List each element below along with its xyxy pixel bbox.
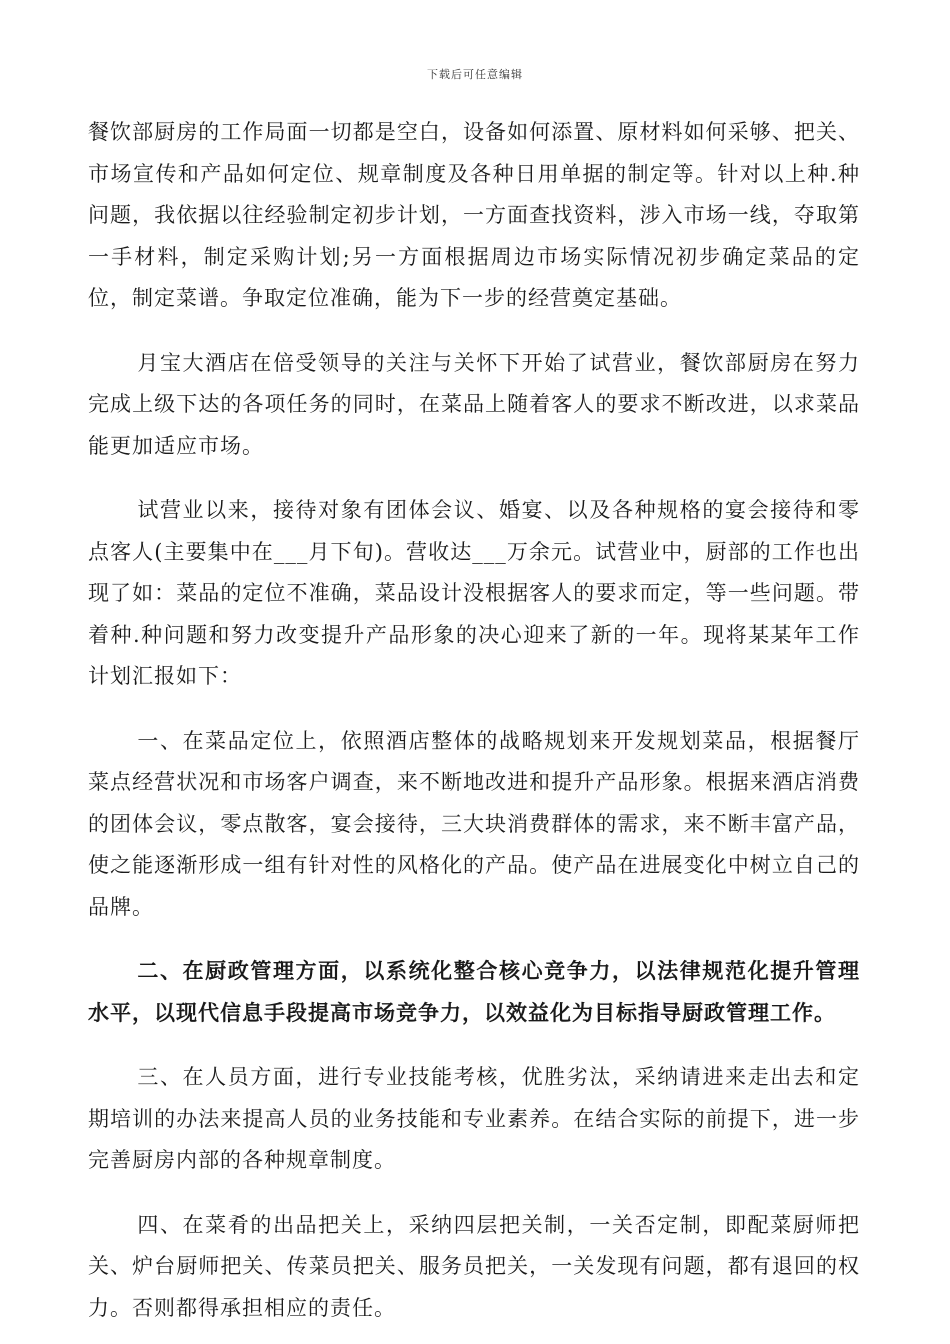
paragraph-item-2-kitchen-management: 二、在厨政管理方面，以系统化整合核心竞争力，以法律规范化提升管理水平，以现代信息手段提高市场竞争力，以效益化为目标指导厨政管理工作。: [88, 959, 860, 1025]
paragraph-item-4-quality-control: 四、在菜肴的出品把关上，采纳四层把关制，一关否定制，即配菜厨师把关、炉台厨师把关、传菜员把关、服务员把关，一关发现有问题，都有退回的权力。否则都得承担相应的责任。: [88, 1212, 860, 1320]
paragraph-item-1-dish-positioning: 一、在菜品定位上，依照酒店整体的战略规划来开发规划菜品，根据餐厅菜点经营状况和市场客户调查，来不断地改进和提升产品形象。根据来酒店消费的团体会议，零点散客，宴会接待，三大块消费群体的需求，来不断丰富产品，使之能逐渐形成一组有针对性的风格化的产品。使产品在进展变化中树立自己的品牌。: [88, 728, 860, 919]
paragraph-trial-operation-summary: 试营业以来，接待对象有团体会议、婚宴、以及各种规格的宴会接待和零点客人(主要集中在___月下旬)。营收达___万余元。试营业中，厨部的工作也出现了如：菜品的定位不准确，菜品设计没根据客人的要求而定，等一些问题。带着种.种问题和努力改变提升产品形象的决心迎来了新的一年。现将某某年工作计划汇报如下：: [88, 498, 860, 688]
header-note: 下载后可任意编辑: [427, 68, 523, 81]
document-body: [88, 112, 860, 1329]
paragraph-trial-operation-start: 月宝大酒店在倍受领导的关注与关怀下开始了试营业，餐饮部厨房在努力完成上级下达的各项任务的同时，在菜品上随着客人的要求不断改进，以求菜品能更加适应市场。: [88, 350, 860, 458]
paragraph-kitchen-startup: 餐饮部厨房的工作局面一切都是空白，设备如何添置、原材料如何采够、把关、市场宣传和产品如何定位、规章制度及各种日用单据的制定等。针对以上种.种问题，我依据以往经验制定初步计划，一方面查找资料，涉入市场一线，夺取第一手材料，制定采购计划;另一方面根据周边市场实际情况初步确定菜品的定位，制定菜谱。争取定位准确，能为下一步的经营奠定基础。: [88, 120, 860, 310]
paragraph-item-3-staff: 三、在人员方面，进行专业技能考核，优胜劣汰，采纳请进来走出去和定期培训的办法来提高人员的业务技能和专业素养。在结合实际的前提下，进一步完善厨房内部的各种规章制度。: [88, 1065, 860, 1172]
